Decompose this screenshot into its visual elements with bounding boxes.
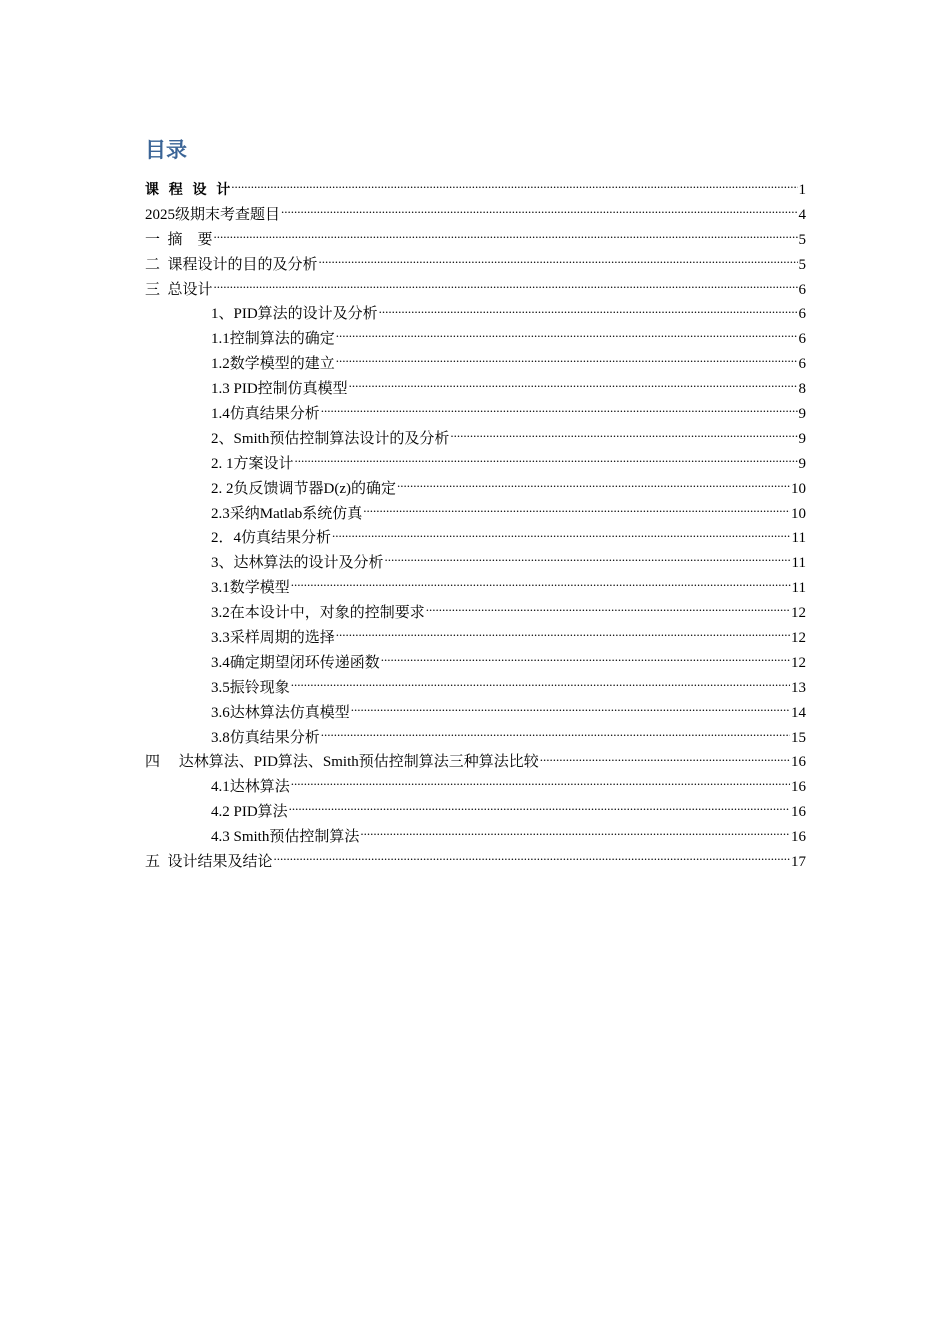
toc-page-number: 17 [791,854,806,871]
toc-entry-label: 2025级期末考查题目 [145,206,281,223]
toc-dot-leader [385,552,791,567]
toc-dot-leader [336,328,798,343]
toc-dot-leader [291,577,791,592]
toc-page-number: 16 [791,829,806,846]
toc-page-number: 6 [798,331,806,348]
toc-page-number: 15 [791,729,806,746]
toc-page-number: 10 [791,505,806,522]
toc-dot-leader [336,627,790,642]
toc-entry[interactable] [145,477,806,502]
toc-entry[interactable] [145,427,806,452]
toc-entry[interactable] [145,601,806,626]
toc-entry-label: 一 摘 要 [145,231,213,248]
toc-entry-label: 4.2 PID算法 [211,804,288,821]
toc-page-number: 12 [791,630,806,647]
toc-entry[interactable] [145,377,806,402]
toc-entry[interactable] [145,302,806,327]
toc-page-number: 16 [791,804,806,821]
toc-page-number: 4 [798,206,806,223]
toc-dot-leader [351,702,790,717]
toc-entry-label: 4.1达林算法 [211,779,290,796]
toc-entry-label: 二 课程设计的目的及分析 [145,256,318,273]
toc-entry-label: 3.6达林算法仿真模型 [211,704,350,721]
toc-entry-label: 2. 1方案设计 [211,455,294,472]
toc-entry[interactable] [145,203,806,228]
toc-dot-leader [336,353,798,368]
toc-dot-leader [363,503,790,518]
toc-entry[interactable] [145,228,806,253]
toc-dot-leader [291,677,790,692]
toc-entry[interactable] [145,775,806,800]
toc-page-number: 9 [798,455,806,472]
toc-entry[interactable] [145,825,806,850]
toc-entry-label: 3.4确定期望闭环传递函数 [211,654,380,671]
toc-page-number: 6 [798,306,806,323]
toc-entry[interactable] [145,651,806,676]
toc-dot-leader [426,602,790,617]
toc-entry[interactable] [145,626,806,651]
toc-page-number: 11 [791,555,806,572]
toc-entry-label: 3、达林算法的设计及分析 [211,555,384,572]
toc-entry[interactable] [145,526,806,551]
toc-entry-label: 1.2数学模型的建立 [211,356,335,373]
table-of-contents [145,178,806,875]
toc-entry-label: 3.1数学模型 [211,580,290,597]
toc-entry[interactable] [145,800,806,825]
toc-entry[interactable] [145,850,806,875]
toc-entry-label: 五 设计结果及结论 [145,854,273,871]
toc-entry[interactable] [145,178,806,203]
toc-dot-leader [381,652,790,667]
toc-entry-label: 1.4仿真结果分析 [211,406,320,423]
toc-dot-leader [214,279,798,294]
toc-entry[interactable] [145,726,806,751]
toc-page-number: 6 [798,281,806,298]
toc-dot-leader [231,179,797,194]
toc-dot-leader [450,428,797,443]
toc-page-number: 16 [791,754,806,771]
toc-page-number: 13 [791,679,806,696]
toc-page-number: 16 [791,779,806,796]
toc-entry-label: 3.2在本设计中，对象的控制要求 [211,605,425,622]
toc-entry-label: 2．4仿真结果分析 [211,530,332,547]
toc-entry[interactable] [145,750,806,775]
toc-entry-label: 1、PID算法的设计及分析 [211,306,378,323]
toc-page-number: 9 [798,430,806,447]
toc-entry-label: 3.5振铃现象 [211,679,290,696]
toc-entry[interactable] [145,576,806,601]
toc-page-number: 10 [791,480,806,497]
toc-entry-label: 2. 2负反馈调节器D(z)的确定 [211,480,396,497]
toc-entry[interactable] [145,327,806,352]
toc-dot-leader [349,378,798,393]
toc-title: 目录 [145,138,187,162]
toc-dot-leader [295,453,798,468]
toc-page-number: 8 [798,381,806,398]
toc-page-number: 1 [798,182,806,198]
toc-entry-label: 1.3 PID控制仿真模型 [211,381,348,398]
toc-entry[interactable] [145,676,806,701]
toc-entry[interactable] [145,551,806,576]
toc-entry[interactable] [145,278,806,303]
toc-dot-leader [379,303,798,318]
toc-page-number: 11 [791,530,806,547]
toc-entry-label: 2.3采纳Matlab系统仿真 [211,505,363,522]
toc-entry[interactable] [145,352,806,377]
toc-entry-label: 3.3采样周期的选择 [211,630,335,647]
toc-page-number: 6 [798,356,806,373]
toc-page-number: 12 [791,654,806,671]
toc-entry[interactable] [145,452,806,477]
toc-page-number: 5 [798,256,806,273]
toc-entry[interactable] [145,402,806,427]
toc-entry-label: 三 总设计 [145,281,213,298]
toc-page-number: 9 [798,406,806,423]
toc-entry-label: 3.8仿真结果分析 [211,729,320,746]
toc-page-number: 14 [791,704,806,721]
toc-entry-label: 4.3 Smith预估控制算法 [211,829,360,846]
toc-entry[interactable] [145,502,806,527]
toc-dot-leader [214,229,798,244]
toc-page-number: 11 [791,580,806,597]
toc-page-number: 5 [798,231,806,248]
toc-entry-label: 四 达林算法、PID算法、Smith预估控制算法三种算法比较 [145,754,539,771]
toc-dot-leader [397,478,790,493]
toc-dot-leader [289,801,790,816]
toc-entry-label: 课 程 设 计 [145,182,231,198]
toc-dot-leader [332,527,791,542]
toc-entry-label: 1.1控制算法的确定 [211,331,335,348]
toc-entry[interactable] [145,701,806,726]
toc-dot-leader [360,826,790,841]
toc-dot-leader [291,776,790,791]
toc-page-number: 12 [791,605,806,622]
toc-dot-leader [321,403,798,418]
toc-entry-label: 2、Smith预估控制算法设计的及分析 [211,430,450,447]
toc-dot-leader [281,204,797,219]
toc-dot-leader [540,751,790,766]
toc-dot-leader [319,254,798,269]
toc-entry[interactable] [145,253,806,278]
toc-dot-leader [321,727,790,742]
toc-dot-leader [274,851,790,866]
